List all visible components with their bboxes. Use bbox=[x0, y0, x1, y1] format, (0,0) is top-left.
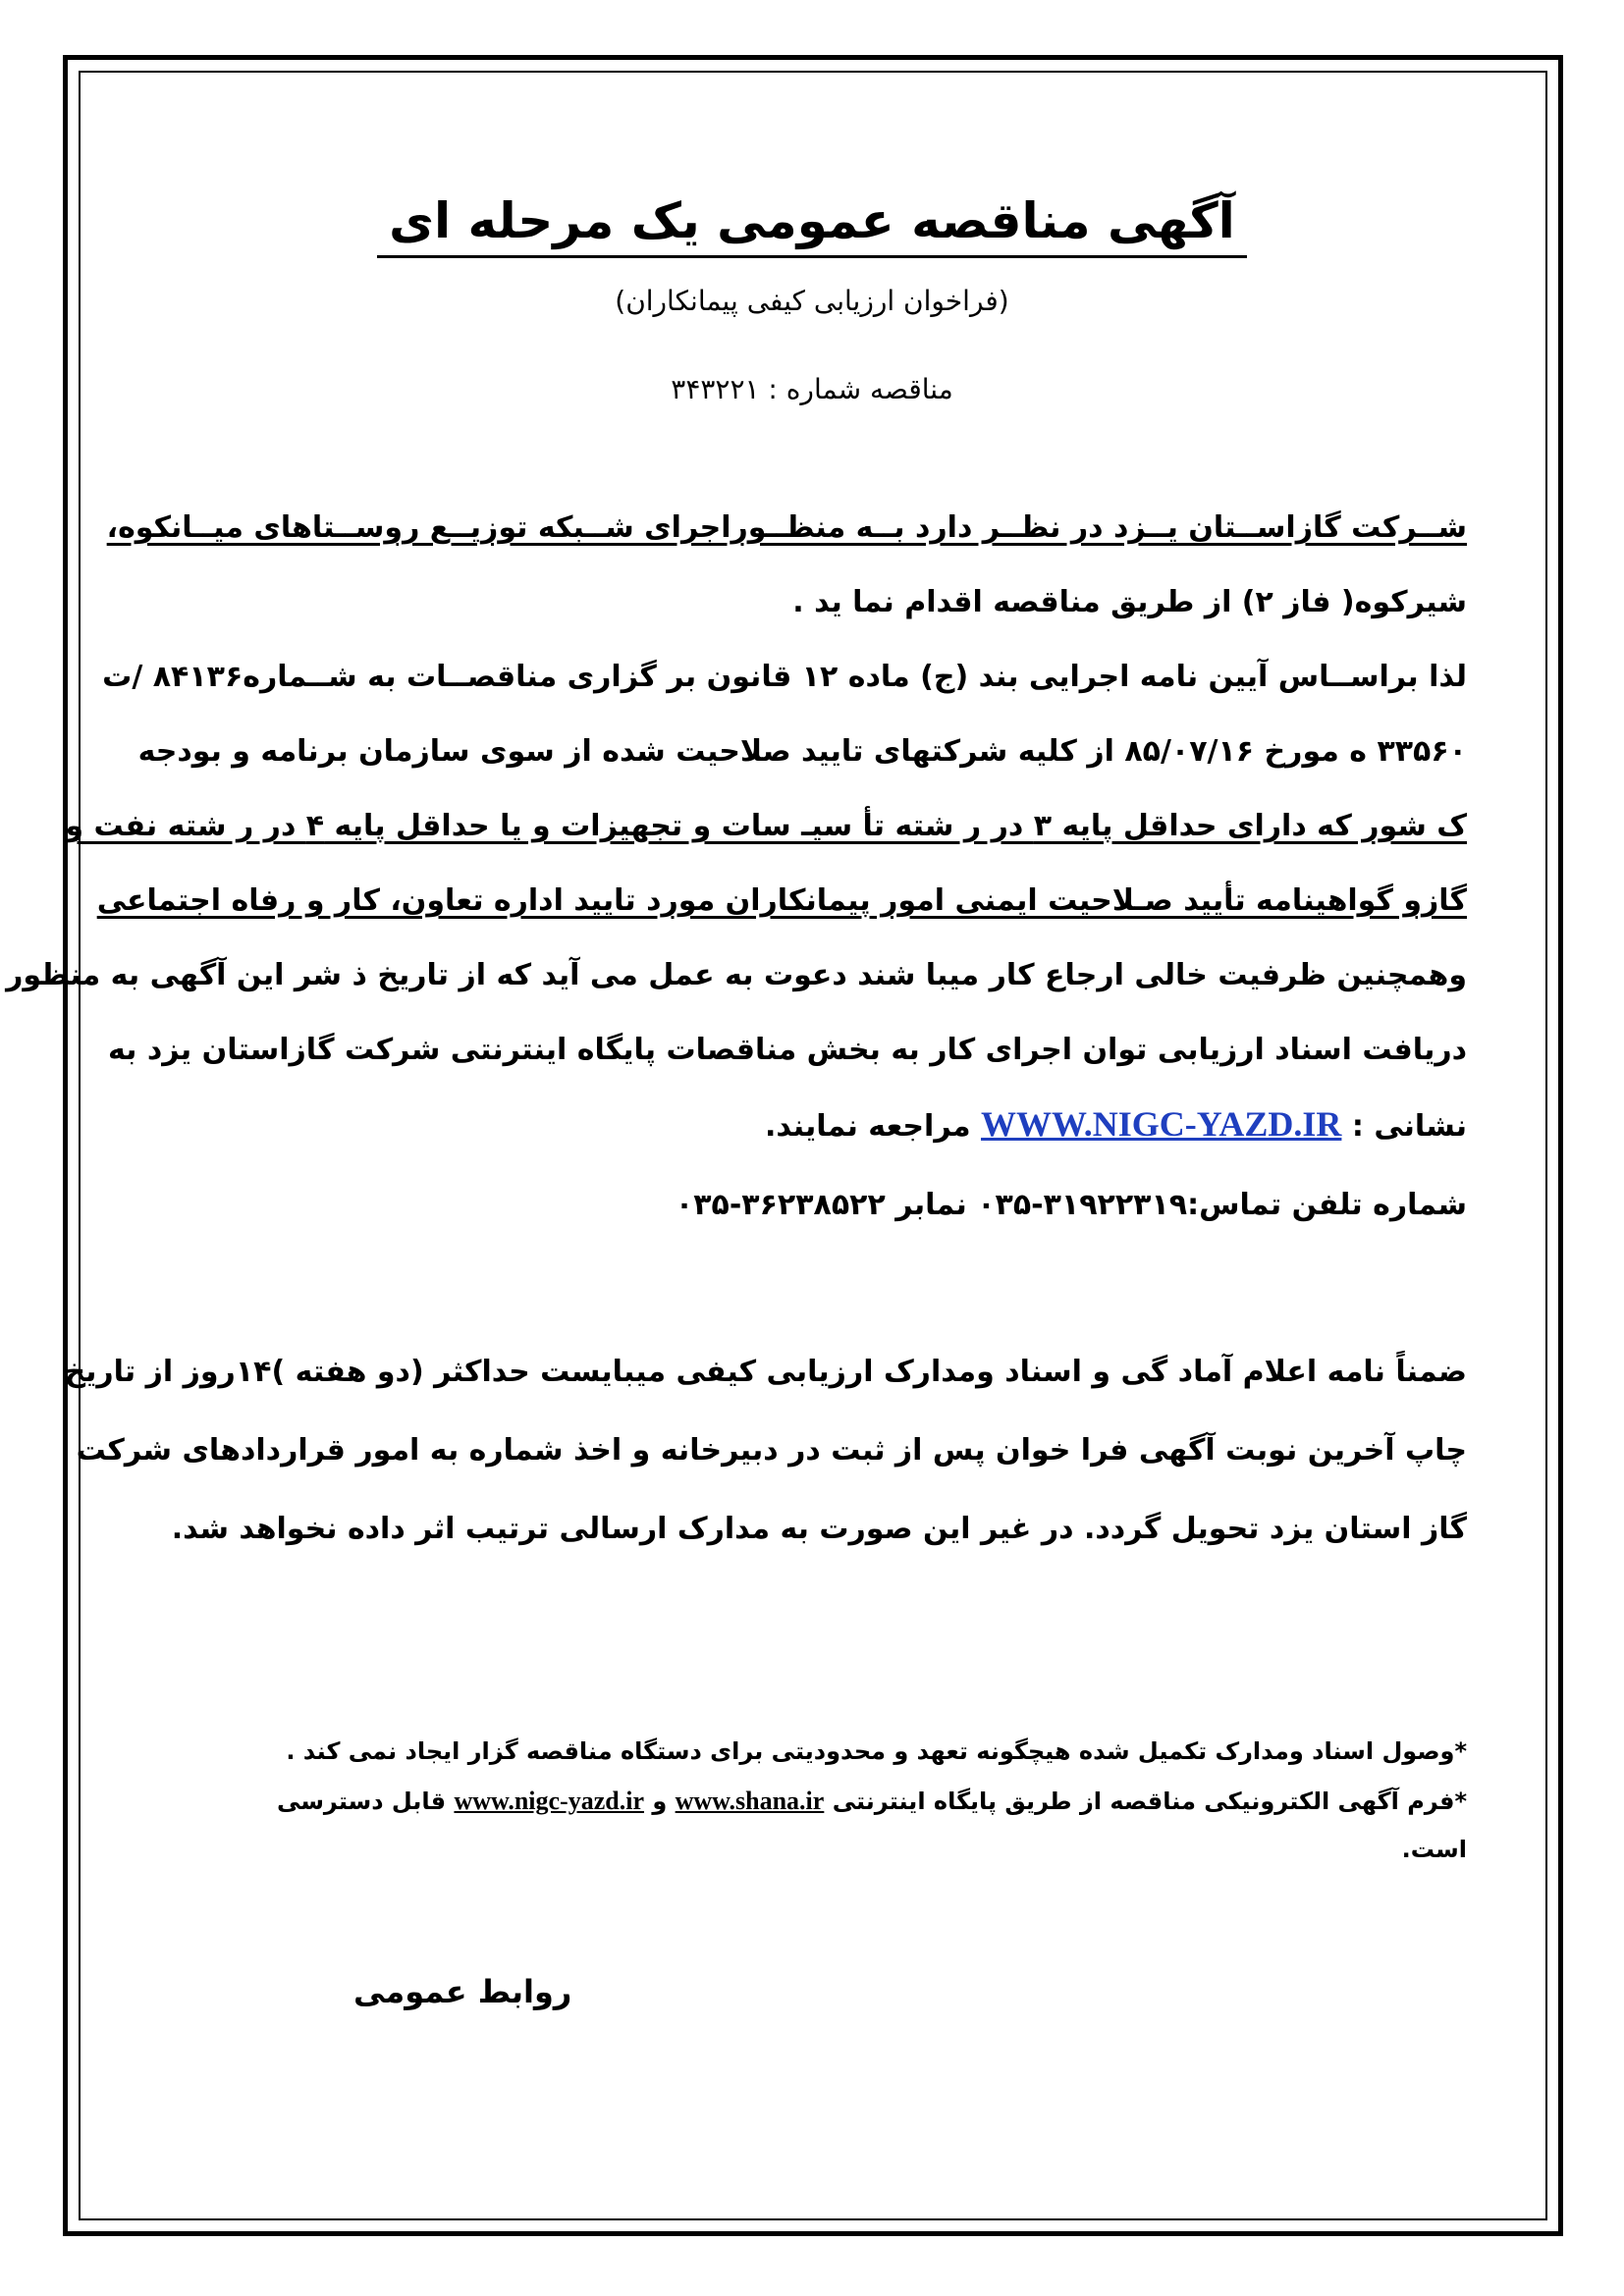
para2-line-3: گاز استان یزد تحویل گردد. در غیر این صورت به مدارک ارسالی ترتیب اثر داده نخواهد شد. bbox=[171, 1512, 1467, 1546]
tender-number: مناقصه شماره : ۳۴۳۲۲۱ bbox=[671, 373, 953, 405]
body-line-5: ک شور که دارای حداقل پایه ۳ در ر شته تأ سیـ سات و تجهیزات و یا حداقل پایه ۴ در ر شته نفت و bbox=[65, 809, 1467, 843]
website-link[interactable]: WWW.NIGC-YAZD.IR bbox=[981, 1104, 1342, 1144]
body-line-6: گازو گواهینامه تأیید صـلاحیت ایمنی امور پیمانکاران مورد تایید اداره تعاون، کار و رفاه اجتماعی bbox=[96, 883, 1467, 918]
page-subtitle: (فراخوان ارزیابی کیفی پیمانکاران) bbox=[615, 285, 1009, 317]
note-1: *وصول اسناد ومدارک تکمیل شده هیچگونه تعهد و محدودیتی برای دستگاه مناقصه گزار ایجاد نمی کند . bbox=[286, 1737, 1467, 1765]
body-line-4: ۳۳۵۶۰ ه مورخ ۸۵/۰۷/۱۶ از کلیه شرکتهای تایید صلاحیت شده از سوی سازمان برنامه و بودجه bbox=[137, 734, 1467, 769]
signature: روابط عمومی bbox=[353, 1973, 572, 2010]
para2-line-2: چاپ آخرین نوبت آگهی فرا خوان پس از ثبت در دبیرخانه و اخذ شماره به امور قراردادهای شرکت bbox=[76, 1433, 1467, 1468]
body-line-2: شیرکوه( فاز ۲) از طریق مناقصه اقدام نما ید . bbox=[792, 585, 1467, 619]
body-line-1: شــرکت گازاســتان یــزد در نظــر دارد بــه منظــوراجرای شــبکه توزیــع روســتاهای میــانکوه، bbox=[106, 510, 1467, 545]
note-2-end: است. bbox=[1401, 1836, 1467, 1863]
body-line-9: نشانی : WWW.NIGC-YAZD.IR مراجعه نمایند. bbox=[764, 1104, 1467, 1144]
body-line-8: دریافت اسناد ارزیابی توان اجرای کار به بخش مناقصات پایگاه اینترنتی شرکت گازاستان یزد به bbox=[107, 1033, 1467, 1067]
page-title: آگهی مناقصه عمومی یک مرحله ای bbox=[0, 192, 1624, 258]
shana-link[interactable]: www.shana.ir bbox=[675, 1787, 825, 1815]
nigc-yazd-link[interactable]: www.nigc-yazd.ir bbox=[454, 1787, 644, 1815]
contact-line: شماره تلفن تماس:۳۱۹۲۲۳۱۹-۰۳۵ نمابر ۳۶۲۳۸۵۲۲-۰۳۵ bbox=[675, 1188, 1467, 1222]
note-2: *فرم آگهی الکترونیکی مناقصه از طریق پایگاه اینترنتی www.shana.ir و www.nigc-yazd.ir قابل دسترسی bbox=[277, 1787, 1467, 1815]
para2-line-1: ضمناً نامه اعلام آماد گی و اسناد ومدارک ارزیابی کیفی میبایست حداکثر (دو هفته )۱۴روز از تاریخ bbox=[64, 1355, 1467, 1389]
body-line-7: وهمچنین ظرفیت خالی ارجاع کار میبا شند دعوت به عمل می آید که از تاریخ ذ شر این آگهی به منظور bbox=[6, 958, 1467, 992]
body-line-3: لذا براســاس آیین نامه اجرایی بند (ج) ماده ۱۲ قانون بر گزاری مناقصــات به شــماره۸۴۱۳۶ /ت bbox=[102, 660, 1467, 694]
